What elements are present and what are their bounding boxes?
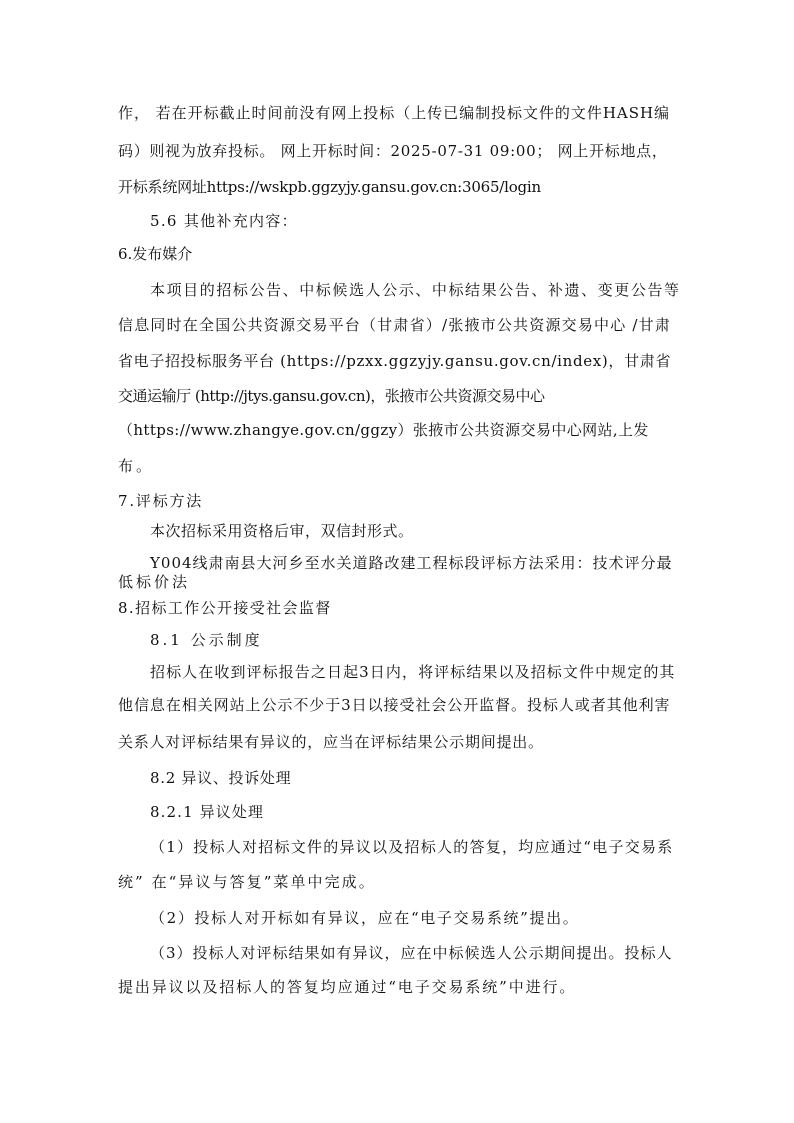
body-text-line: 统” 在“异议与答复”菜单中完成。: [118, 873, 376, 891]
body-text-line: 布。: [118, 457, 155, 475]
body-text-line: （1）投标人对招标文件的异议以及招标人的答复，均应通过“电子交易系: [150, 838, 674, 856]
section-heading: 7.评标方法: [118, 492, 204, 510]
section-heading: 6.发布媒介: [118, 245, 193, 263]
body-text-line: 作， 若在开标截止时间前没有网上投标（上传已编制投标文件的文件HASH编: [118, 104, 670, 122]
body-text-line: 他信息在相关网站上公示不少于3日以接受社会公开监督。投标人或者其他利害: [118, 696, 671, 714]
body-text-line: 本次招标采用资格后审，双信封形式。: [150, 522, 414, 540]
body-text-line: 交通运输厅 (http://jtys.gansu.gov.cn)，张掖市公共资源交易中心: [118, 387, 545, 405]
body-text-line: 省电子招投标服务平台 (https://pzxx.ggzyjy.gansu.gov.cn/index)，甘肃省: [118, 352, 672, 370]
body-text-line: 开标系统网址https://wskpb.ggzyjy.gansu.gov.cn:3065/login: [118, 178, 541, 196]
subsection-heading: 8.2.1 异议处理: [150, 803, 265, 821]
subsection-heading: 5.6 其他补充内容：: [150, 212, 298, 230]
body-text-line: 码）则视为放弃投标。 网上开标时间：2025-07-31 09:00； 网上开标地点，: [118, 142, 668, 160]
body-text-line: （2）投标人对开标如有异议，应在“电子交易系统”提出。: [150, 909, 580, 927]
body-text-line: 招标人在收到评标报告之日起3日内，将评标结果以及招标文件中规定的其: [150, 663, 676, 681]
body-text-line: Y004线肃南县大河乡至水关道路改建工程标段评标方法采用：技术评分最: [150, 554, 673, 572]
body-text-line: 关系人对评标结果有异议的，应当在评标结果公示期间提出。: [118, 733, 544, 751]
body-text-line: 信息同时在全国公共资源交易平台（甘肃省）/张掖市公共资源交易中心 /甘肃: [118, 316, 672, 334]
body-text-line: 本项目的招标公告、中标候选人公示、中标结果公告、补遗、变更公告等: [150, 281, 681, 299]
body-text-line: （3）投标人对评标结果如有异议，应在中标候选人公示期间提出。投标人: [150, 944, 673, 962]
body-text-line: （https://www.zhangye.gov.cn/ggzy）张掖市公共资源交易中心网站,上发: [118, 421, 649, 439]
subsection-heading: 8.1 公示制度: [150, 631, 263, 649]
body-text-line: 提出异议以及招标人的答复均应通过“电子交易系统”中进行。: [118, 978, 577, 996]
body-text-line: 低标价法: [118, 573, 191, 591]
section-heading: 8.招标工作公开接受社会监督: [118, 599, 332, 617]
subsection-heading: 8.2 异议、投诉处理: [150, 769, 292, 787]
